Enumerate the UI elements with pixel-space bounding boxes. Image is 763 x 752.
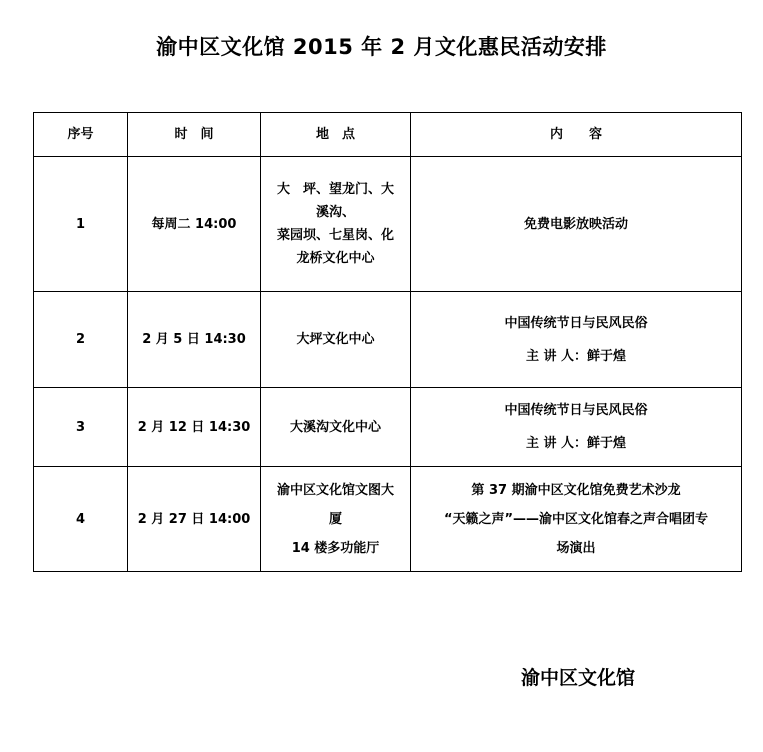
- cell-time: 2 月 27 日 14:00: [128, 467, 261, 572]
- cell-seq: 4: [34, 467, 128, 572]
- content-line: 主 讲 人：鲜于煌: [525, 436, 627, 451]
- cell-seq: 1: [34, 157, 128, 292]
- content-line: 免费电影放映活动: [523, 216, 628, 232]
- cell-time: 每周二 14:00: [128, 157, 261, 292]
- cell-place: [261, 467, 411, 572]
- place-line: 14 楼多功能厅: [291, 540, 380, 556]
- cell-time: 2 月 5 日 14:30: [128, 292, 261, 388]
- table-row: [34, 157, 742, 292]
- header-content: 内 容: [411, 113, 742, 157]
- content-line: 第 37 期渝中区文化馆免费艺术沙龙: [471, 482, 681, 498]
- document-title: 渝中区文化馆 2015 年 2 月文化惠民活动安排: [156, 35, 607, 59]
- cell-content: [411, 467, 742, 572]
- cell-place: [261, 388, 411, 467]
- cell-seq: 3: [34, 388, 128, 467]
- content-line: 中国传统节日与民风民俗: [504, 315, 648, 331]
- cell-content: [411, 388, 742, 467]
- signature-organization: 渝中区文化馆: [521, 667, 636, 689]
- header-place: 地 点: [261, 113, 411, 157]
- cell-content: [411, 292, 742, 388]
- table-row: [34, 292, 742, 388]
- cell-time: 2 月 12 日 14:30: [128, 388, 261, 467]
- content-line: 主 讲 人：鲜于煌: [525, 348, 627, 364]
- header-seq: 序号: [34, 113, 128, 157]
- content-line: 场演出: [556, 540, 596, 556]
- table-row: [34, 388, 742, 467]
- cell-seq: 2: [34, 292, 128, 388]
- place-line: 渝中区文化馆文图大: [276, 482, 394, 498]
- cell-place: [261, 157, 411, 292]
- content-line: “天籁之声”——渝中区文化馆春之声合唱团专: [443, 511, 709, 527]
- place-line: 大 坪、望龙门、大: [276, 182, 394, 197]
- place-line: 大溪沟文化中心: [289, 419, 381, 435]
- place-line: 溪沟、: [315, 205, 355, 220]
- table-row: [34, 467, 742, 572]
- place-line: 厦: [328, 511, 342, 527]
- table-header-row: [34, 113, 742, 157]
- place-line: 菜园坝、七星岗、化: [276, 228, 394, 243]
- header-time: 时 间: [128, 113, 261, 157]
- cell-content: [411, 157, 742, 292]
- place-line: 大坪文化中心: [296, 332, 375, 347]
- place-line: 龙桥文化中心: [296, 251, 375, 266]
- schedule-table: [33, 112, 742, 572]
- content-line: 中国传统节日与民风民俗: [504, 403, 648, 418]
- cell-place: [261, 292, 411, 388]
